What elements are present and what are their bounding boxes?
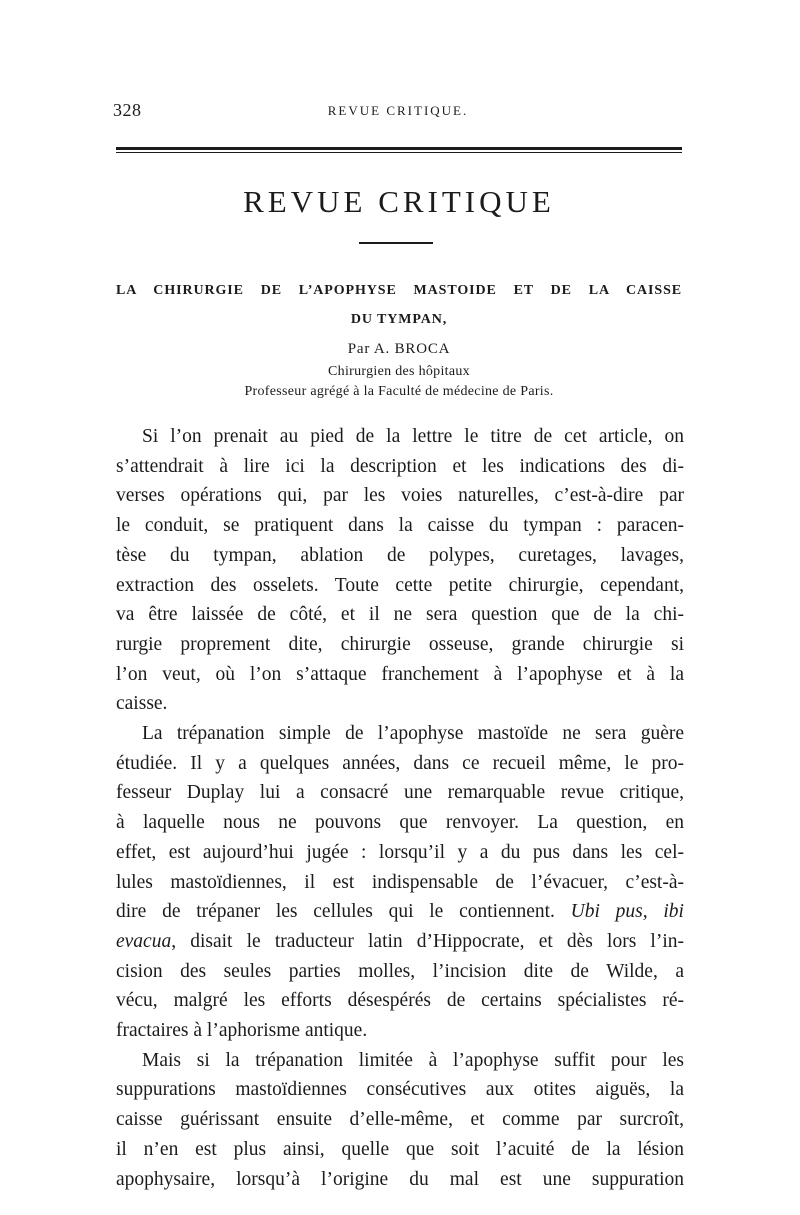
section-divider: [359, 242, 433, 244]
running-head: [113, 100, 683, 124]
text-line: tèse du tympan, ablation de polypes, curetages, lavages,: [116, 544, 684, 566]
paragraph-2: [116, 719, 684, 1046]
text-line: à laquelle nous ne pouvons que renvoyer. La question, en: [116, 812, 684, 834]
page-number: 328: [113, 100, 142, 120]
header-rule-thick: [116, 147, 682, 150]
text-line: étudiée. Il y a quelques années, dans ce recueil même, le pro-: [116, 752, 684, 774]
author-byline: Par A. BROCA: [347, 341, 451, 357]
text-line: s’attendrait à lire ici la description et les indications des di-: [116, 455, 684, 477]
text-line: il n’en est plus ainsi, quelle que soit l’acuité de la lésion: [116, 1138, 684, 1160]
latin-quote: evacua: [116, 930, 172, 952]
text-line: l’on veut, où l’on s’attaque franchement à l’apophyse et à la: [116, 663, 684, 685]
latin-quote: Ubi pus, ibi: [570, 901, 684, 923]
text-line: extraction des osselets. Toute cette petite chirurgie, cependant,: [116, 574, 684, 596]
text-line: caisse.: [116, 693, 168, 715]
text-line: lules mastoïdiennes, il est indispensable de l’évacuer, c’est-à-: [116, 871, 684, 893]
text-line: La trépanation simple de l’apophyse mastoïde ne sera guère: [142, 723, 684, 745]
text-line: [116, 897, 684, 927]
text-line: effet, est aujourd’hui jugée : lorsqu’il y a du pus dans les cel-: [116, 841, 684, 863]
text-line: va être laissée de côté, et il ne sera question que de la chi-: [116, 604, 684, 626]
author-affiliation-1: Chirurgien des hôpitaux: [328, 364, 470, 379]
author-affiliation-2: Professeur agrégé à la Faculté de médecine de Paris.: [244, 384, 554, 399]
article-body: [116, 422, 684, 1194]
header-rule-thin: [116, 152, 682, 153]
text-line: Si l’on prenait au pied de la lettre le titre de cet article, on: [142, 426, 684, 447]
text-line: verses opérations qui, par les voies naturelles, c’est-à-dire par: [116, 485, 684, 507]
text-line: fesseur Duplay lui a consacré une remarquable revue critique,: [116, 782, 684, 804]
article-title-line-2: DU TYMPAN,: [350, 312, 448, 327]
text-line: suppurations mastoïdiennes consécutives aux otites aiguës, la: [116, 1079, 684, 1101]
text-line: cision des seules parties molles, l’incision dite de Wilde, a: [116, 960, 684, 982]
text-line: apophysaire, lorsqu’à l’origine du mal est une suppuration: [116, 1168, 684, 1190]
text-line: le conduit, se pratiquent dans la caisse du tympan : paracen-: [116, 515, 684, 537]
text-line: fractaires à l’aphorisme antique.: [116, 1020, 368, 1042]
text-line: Mais si la trépanation limitée à l’apophyse suffit pour les: [142, 1049, 684, 1071]
section-title: REVUE CRITIQUE: [243, 184, 555, 219]
text-line: rurgie proprement dite, chirurgie osseuse, grande chirurgie si: [116, 633, 684, 655]
paragraph-1: [116, 422, 684, 719]
text-line: [116, 927, 684, 957]
article-title-line-1: LA CHIRURGIE DE L’APOPHYSE MASTOIDE ET DE LA CAISSE: [116, 283, 682, 298]
text-run: , disait le traducteur latin d’Hippocrate, et dès lors l’in-: [171, 930, 684, 952]
running-title: REVUE CRITIQUE.: [327, 103, 469, 118]
text-line: vécu, malgré les efforts désespérés de certains spécialistes ré-: [116, 990, 684, 1012]
text-run: dire de trépaner les cellules qui le contiennent.: [116, 901, 571, 923]
paragraph-3: [116, 1046, 684, 1195]
text-line: caisse guérissant ensuite d’elle-même, et comme par surcroît,: [116, 1109, 684, 1131]
